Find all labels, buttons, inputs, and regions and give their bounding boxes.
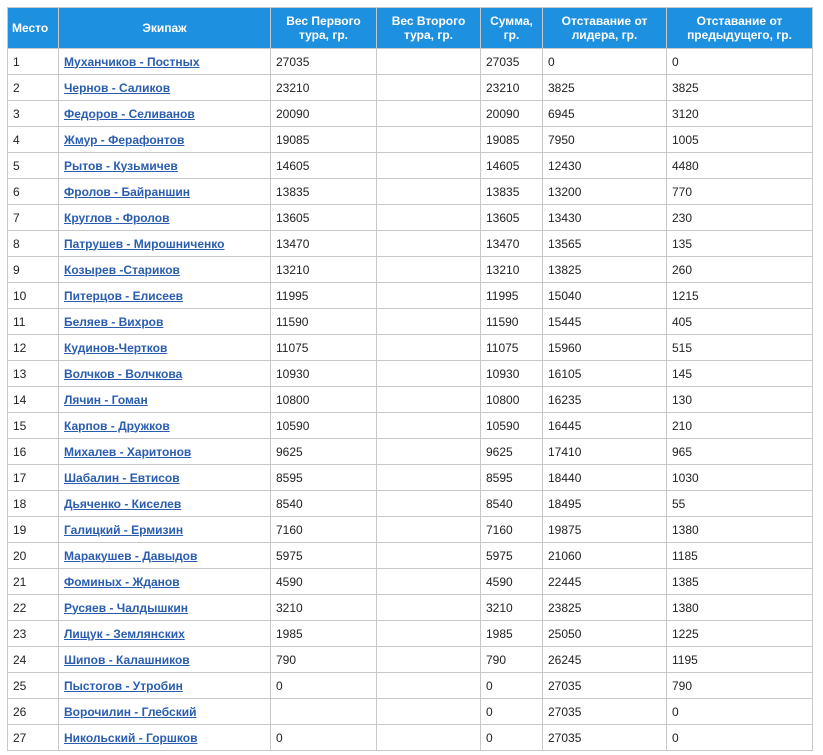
weight-first-cell: 5975 [271,543,377,569]
crew-link[interactable]: Чернов - Саликов [64,80,171,95]
gap-leader-cell: 0 [543,49,667,75]
weight-second-cell [377,231,481,257]
gap-leader-cell: 18495 [543,491,667,517]
crew-cell [59,205,271,231]
weight-second-cell [377,543,481,569]
crew-cell [59,101,271,127]
column-header-weight-first: Вес Первого тура, гр. [271,8,377,49]
crew-link[interactable]: Лищук - Землянских [64,626,185,641]
weight-second-cell [377,647,481,673]
weight-second-cell [377,75,481,101]
gap-previous-cell: 230 [667,205,813,231]
table-row [8,231,813,257]
gap-previous-cell: 3120 [667,101,813,127]
sum-cell: 23210 [481,75,543,101]
weight-first-cell: 20090 [271,101,377,127]
gap-previous-cell: 0 [667,49,813,75]
gap-leader-cell: 27035 [543,673,667,699]
sum-cell: 7160 [481,517,543,543]
crew-link[interactable]: Никольский - Горшков [64,730,198,745]
gap-previous-cell: 1385 [667,569,813,595]
weight-second-cell [377,673,481,699]
crew-link[interactable]: Лячин - Гоман [64,392,148,407]
column-header-crew: Экипаж [59,8,271,49]
gap-previous-cell: 4480 [667,153,813,179]
crew-cell [59,465,271,491]
place-cell: 6 [8,179,59,205]
table-row [8,647,813,673]
weight-first-cell: 23210 [271,75,377,101]
weight-first-cell: 790 [271,647,377,673]
results-table-container [7,7,813,751]
weight-first-cell: 7160 [271,517,377,543]
place-cell: 15 [8,413,59,439]
table-row [8,725,813,751]
table-row [8,153,813,179]
gap-leader-cell: 13825 [543,257,667,283]
crew-link[interactable]: Козырев -Стариков [64,262,180,277]
table-row [8,439,813,465]
gap-leader-cell: 7950 [543,127,667,153]
gap-leader-cell: 26245 [543,647,667,673]
weight-second-cell [377,153,481,179]
weight-first-cell: 10800 [271,387,377,413]
weight-first-cell: 27035 [271,49,377,75]
crew-cell [59,517,271,543]
weight-second-cell [377,725,481,751]
gap-leader-cell: 6945 [543,101,667,127]
column-header-weight-second: Вес Второго тура, гр. [377,8,481,49]
sum-cell: 10800 [481,387,543,413]
crew-cell [59,231,271,257]
crew-link[interactable]: Беляев - Вихров [64,314,164,329]
crew-cell [59,309,271,335]
gap-leader-cell: 25050 [543,621,667,647]
weight-second-cell [377,569,481,595]
sum-cell: 11075 [481,335,543,361]
crew-link[interactable]: Кудинов-Чертков [64,340,168,355]
sum-cell: 10930 [481,361,543,387]
gap-leader-cell: 22445 [543,569,667,595]
weight-first-cell [271,699,377,725]
gap-leader-cell: 13430 [543,205,667,231]
gap-previous-cell: 0 [667,699,813,725]
weight-first-cell: 0 [271,673,377,699]
crew-link[interactable]: Жмур - Ферафонтов [64,132,185,147]
sum-cell: 11995 [481,283,543,309]
crew-cell [59,387,271,413]
sum-cell: 13605 [481,205,543,231]
crew-link[interactable]: Круглов - Фролов [64,210,170,225]
sum-cell: 9625 [481,439,543,465]
place-cell: 14 [8,387,59,413]
weight-first-cell: 13835 [271,179,377,205]
weight-second-cell [377,309,481,335]
sum-cell: 4590 [481,569,543,595]
gap-leader-cell: 27035 [543,699,667,725]
sum-cell: 0 [481,725,543,751]
gap-previous-cell: 0 [667,725,813,751]
place-cell: 10 [8,283,59,309]
crew-link[interactable]: Патрушев - Мирошниченко [64,236,225,251]
table-row [8,673,813,699]
table-body [8,49,813,751]
sum-cell: 3210 [481,595,543,621]
sum-cell: 14605 [481,153,543,179]
weight-second-cell [377,205,481,231]
gap-leader-cell: 27035 [543,725,667,751]
weight-first-cell: 8540 [271,491,377,517]
sum-cell: 10590 [481,413,543,439]
table-row [8,595,813,621]
crew-cell [59,439,271,465]
table-row [8,361,813,387]
results-table [7,7,813,751]
crew-cell [59,543,271,569]
crew-cell [59,569,271,595]
crew-cell [59,179,271,205]
weight-second-cell [377,465,481,491]
crew-link[interactable]: Волчков - Волчкова [64,366,183,381]
gap-leader-cell: 13200 [543,179,667,205]
gap-leader-cell: 15445 [543,309,667,335]
crew-link[interactable]: Михалев - Харитонов [64,444,192,459]
table-row [8,309,813,335]
gap-previous-cell: 790 [667,673,813,699]
crew-cell [59,491,271,517]
crew-link[interactable]: Фролов - Байраншин [64,184,190,199]
crew-link[interactable]: Маракушев - Давыдов [64,548,198,563]
gap-leader-cell: 15040 [543,283,667,309]
weight-second-cell [377,101,481,127]
place-cell: 7 [8,205,59,231]
weight-first-cell: 13210 [271,257,377,283]
weight-second-cell [377,595,481,621]
gap-previous-cell: 3825 [667,75,813,101]
weight-first-cell: 13470 [271,231,377,257]
crew-cell [59,153,271,179]
place-cell: 24 [8,647,59,673]
table-row [8,621,813,647]
gap-previous-cell: 1005 [667,127,813,153]
sum-cell: 0 [481,699,543,725]
sum-cell: 11590 [481,309,543,335]
crew-cell [59,361,271,387]
sum-cell: 790 [481,647,543,673]
weight-first-cell: 10590 [271,413,377,439]
table-row [8,335,813,361]
gap-previous-cell: 405 [667,309,813,335]
crew-link[interactable]: Федоров - Селиванов [64,106,195,121]
weight-first-cell: 3210 [271,595,377,621]
gap-previous-cell: 135 [667,231,813,257]
place-cell: 22 [8,595,59,621]
place-cell: 25 [8,673,59,699]
place-cell: 3 [8,101,59,127]
weight-first-cell: 1985 [271,621,377,647]
table-row [8,413,813,439]
table-row [8,543,813,569]
crew-link[interactable]: Пыстогов - Утробин [64,678,183,693]
crew-link[interactable]: Шабалин - Евтисов [64,470,180,485]
weight-second-cell [377,413,481,439]
place-cell: 16 [8,439,59,465]
table-row [8,387,813,413]
sum-cell: 13835 [481,179,543,205]
gap-previous-cell: 1195 [667,647,813,673]
table-row [8,205,813,231]
weight-first-cell: 19085 [271,127,377,153]
table-row [8,257,813,283]
gap-previous-cell: 145 [667,361,813,387]
place-cell: 23 [8,621,59,647]
crew-link[interactable]: Галицкий - Ермизин [64,522,184,537]
place-cell: 11 [8,309,59,335]
column-header-gap-leader: Отставание от лидера, гр. [543,8,667,49]
weight-first-cell: 11590 [271,309,377,335]
crew-cell [59,283,271,309]
gap-leader-cell: 16105 [543,361,667,387]
crew-cell [59,127,271,153]
column-header-gap-previous: Отставание от предыдущего, гр. [667,8,813,49]
crew-cell [59,257,271,283]
gap-leader-cell: 13565 [543,231,667,257]
weight-second-cell [377,283,481,309]
column-header-place: Место [8,8,59,49]
place-cell: 8 [8,231,59,257]
table-row [8,49,813,75]
sum-cell: 13470 [481,231,543,257]
table-row [8,75,813,101]
crew-link[interactable]: Ворочилин - Глебский [64,704,197,719]
weight-second-cell [377,127,481,153]
crew-link[interactable]: Рытов - Кузьмичев [64,158,178,173]
crew-link[interactable]: Шипов - Калашников [64,652,190,667]
weight-first-cell: 0 [271,725,377,751]
gap-previous-cell: 260 [667,257,813,283]
gap-leader-cell: 19875 [543,517,667,543]
place-cell: 20 [8,543,59,569]
place-cell: 27 [8,725,59,751]
crew-cell [59,725,271,751]
gap-previous-cell: 55 [667,491,813,517]
gap-previous-cell: 1185 [667,543,813,569]
gap-leader-cell: 15960 [543,335,667,361]
weight-second-cell [377,491,481,517]
weight-first-cell: 8595 [271,465,377,491]
crew-link[interactable]: Питерцов - Елисеев [64,288,184,303]
crew-link[interactable]: Дьяченко - Киселев [64,496,182,511]
place-cell: 13 [8,361,59,387]
table-row [8,179,813,205]
gap-leader-cell: 16445 [543,413,667,439]
weight-second-cell [377,439,481,465]
weight-first-cell: 14605 [271,153,377,179]
gap-leader-cell: 21060 [543,543,667,569]
place-cell: 21 [8,569,59,595]
table-row [8,517,813,543]
place-cell: 4 [8,127,59,153]
crew-link[interactable]: Фоминых - Жданов [64,574,180,589]
weight-second-cell [377,621,481,647]
weight-second-cell [377,699,481,725]
sum-cell: 13210 [481,257,543,283]
crew-cell [59,673,271,699]
place-cell: 1 [8,49,59,75]
weight-second-cell [377,257,481,283]
weight-first-cell: 10930 [271,361,377,387]
place-cell: 17 [8,465,59,491]
weight-first-cell: 9625 [271,439,377,465]
weight-second-cell [377,49,481,75]
gap-previous-cell: 1215 [667,283,813,309]
column-header-sum: Сумма, гр. [481,8,543,49]
gap-leader-cell: 12430 [543,153,667,179]
gap-previous-cell: 1225 [667,621,813,647]
crew-cell [59,699,271,725]
gap-previous-cell: 210 [667,413,813,439]
crew-cell [59,413,271,439]
place-cell: 12 [8,335,59,361]
table-row [8,699,813,725]
crew-cell [59,621,271,647]
weight-second-cell [377,361,481,387]
sum-cell: 1985 [481,621,543,647]
table-row [8,491,813,517]
place-cell: 5 [8,153,59,179]
weight-first-cell: 4590 [271,569,377,595]
table-row [8,283,813,309]
crew-link[interactable]: Русяев - Чалдышкин [64,600,188,615]
sum-cell: 5975 [481,543,543,569]
weight-first-cell: 13605 [271,205,377,231]
gap-previous-cell: 965 [667,439,813,465]
table-row [8,569,813,595]
gap-leader-cell: 17410 [543,439,667,465]
sum-cell: 8595 [481,465,543,491]
place-cell: 18 [8,491,59,517]
table-row [8,127,813,153]
crew-cell [59,647,271,673]
sum-cell: 20090 [481,101,543,127]
gap-leader-cell: 16235 [543,387,667,413]
place-cell: 19 [8,517,59,543]
sum-cell: 0 [481,673,543,699]
crew-cell [59,595,271,621]
gap-previous-cell: 1380 [667,517,813,543]
gap-leader-cell: 18440 [543,465,667,491]
header-row [8,8,813,49]
sum-cell: 27035 [481,49,543,75]
gap-previous-cell: 770 [667,179,813,205]
sum-cell: 19085 [481,127,543,153]
weight-second-cell [377,179,481,205]
weight-first-cell: 11995 [271,283,377,309]
weight-second-cell [377,335,481,361]
table-row [8,101,813,127]
gap-leader-cell: 23825 [543,595,667,621]
place-cell: 2 [8,75,59,101]
weight-second-cell [377,387,481,413]
place-cell: 9 [8,257,59,283]
table-row [8,465,813,491]
crew-cell [59,75,271,101]
crew-cell [59,335,271,361]
place-cell: 26 [8,699,59,725]
weight-second-cell [377,517,481,543]
crew-link[interactable]: Муханчиков - Постных [64,54,200,69]
gap-previous-cell: 1030 [667,465,813,491]
sum-cell: 8540 [481,491,543,517]
crew-link[interactable]: Карпов - Дружков [64,418,170,433]
gap-previous-cell: 130 [667,387,813,413]
weight-first-cell: 11075 [271,335,377,361]
gap-previous-cell: 515 [667,335,813,361]
gap-previous-cell: 1380 [667,595,813,621]
crew-cell [59,49,271,75]
gap-leader-cell: 3825 [543,75,667,101]
